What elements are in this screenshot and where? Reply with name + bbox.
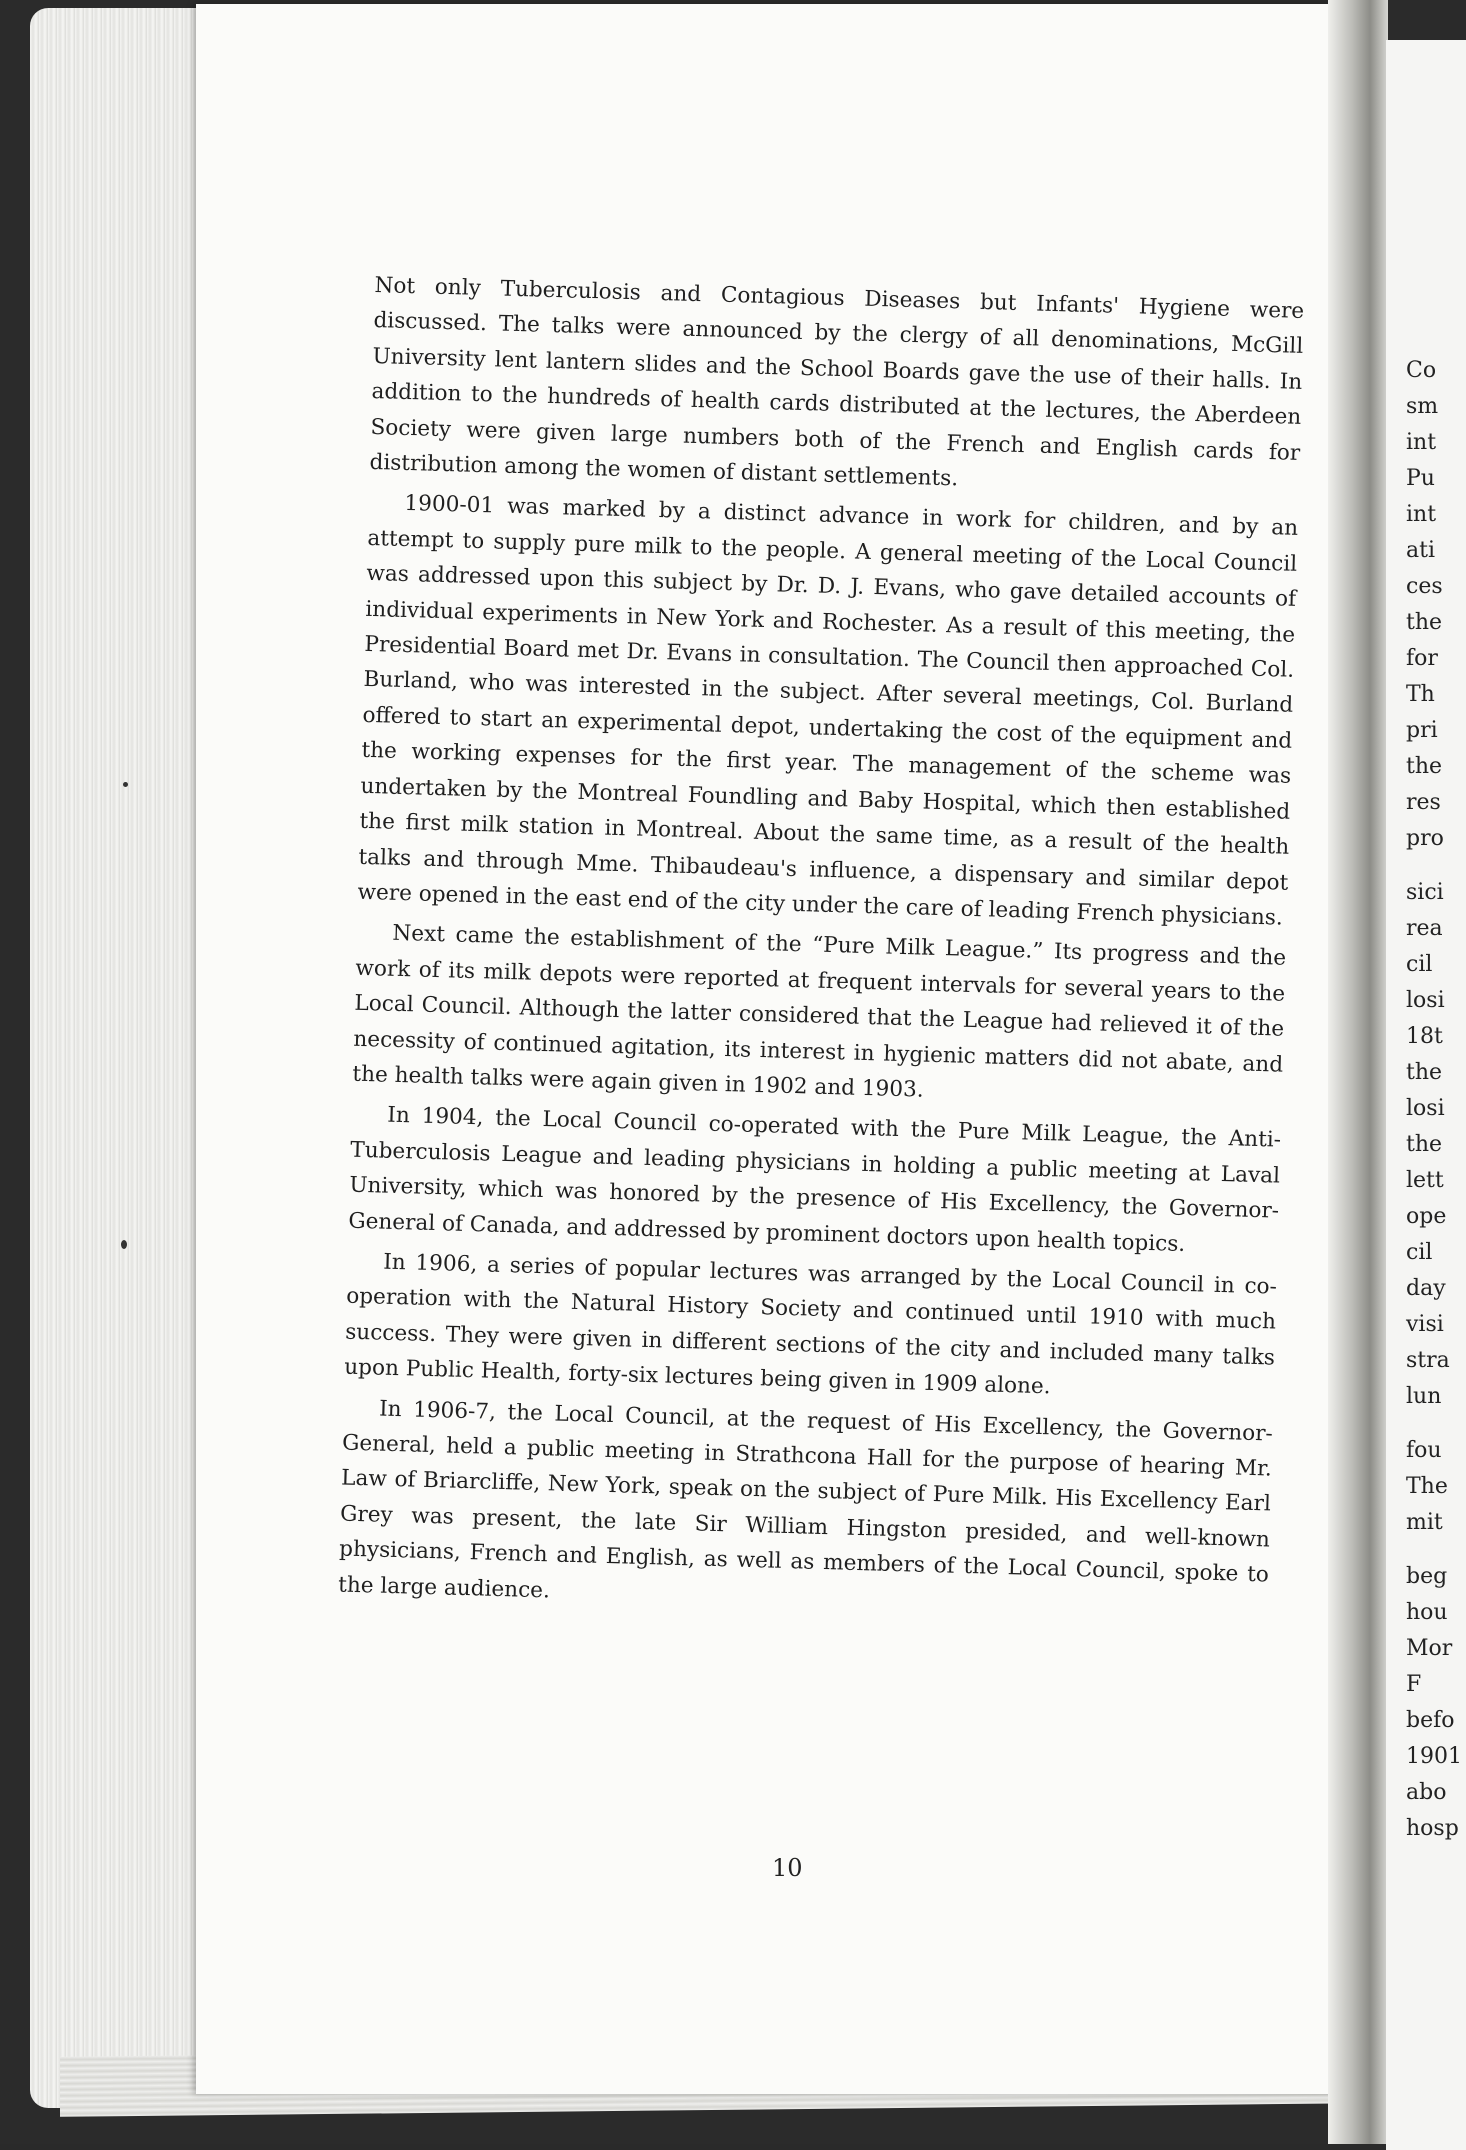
facing-page-line: Co — [1406, 358, 1437, 383]
facing-page-line: int — [1406, 502, 1437, 527]
facing-page-line: visi — [1406, 1312, 1444, 1337]
facing-page-line: rea — [1406, 916, 1443, 941]
facing-page-line: Th — [1406, 682, 1435, 707]
facing-page-line: res — [1406, 790, 1441, 815]
facing-page-line: hosp — [1406, 1816, 1459, 1841]
facing-page-line: Mor — [1406, 1636, 1453, 1661]
paragraph: Not only Tuberculosis and Contagious Diseases but Infants' Hygiene were discussed. The talks were announced by the clergy of all denominations, McGill University lent lantern slides and the School Boards gave the use of their halls. In addition to the hundreds of health cards distributed at the lectures, the Aberdeen Society were given large numbers both of the French and English cards for distribution among the women of distant settlements. — [369, 272, 1305, 492]
facing-page-line: the — [1406, 1132, 1443, 1157]
facing-page-line: pri — [1406, 718, 1438, 743]
facing-page-line: beg — [1406, 1564, 1448, 1589]
paragraph: Next came the establishment of the “Pure Milk League.” Its progress and the work of its milk depots were reported at frequent intervals for several years to the Local Council. Although the latter considered that the League had relieved it of the necessity of continued agitation, its interest in hygienic matters did not abate, and the health talks were again given in 1902 and 1903. — [352, 921, 1287, 1103]
facing-page-line: The — [1406, 1474, 1448, 1499]
facing-page-line: the — [1406, 1060, 1443, 1085]
facing-page-line: sici — [1406, 880, 1444, 905]
scan-speck — [123, 782, 128, 787]
facing-page-line: lett — [1406, 1168, 1444, 1193]
facing-page-line: mit — [1406, 1510, 1443, 1535]
facing-page-line: sm — [1406, 394, 1439, 419]
paragraph: 1900-01 was marked by a distinct advance in work for children, and by an attempt to supply pure milk to the people. A general meeting of the Local Council was addressed upon this subject by Dr. D. J. Evans, who gave detailed accounts of individual experiments in New York and Rochester. As a result of this meeting, the Presidential Board met Dr. Evans in consultation. The Council then approached Col. Burland, who was interested in the subject. After several meetings, Col. Burland offered to start an experimental depot, undertaking the cost of the equipment and the working expenses for the first year. The management of the scheme was undertaken by the Montreal Foundling and Baby Hospital, which then established the first milk station in Montreal. About the same time, as a result of the health talks and through Mme. Thibaudeau's influence, a dispensary and similar depot were opened in the east end of the city under the care of leading French physicians. — [357, 491, 1299, 931]
facing-page-line: day — [1406, 1276, 1446, 1301]
facing-page-line: pro — [1406, 826, 1444, 851]
scan-speck — [121, 1240, 127, 1249]
paragraph: In 1906-7, the Local Council, at the request of His Excellency, the Governor-General, held a public meeting in Strathcona Hall for the purpose of hearing Mr. Law of Briarcliffe, New York, speak on the subject of Pure Milk. His Excellency Earl Grey was present, the late Sir William Hingston presided, and well-known physicians, French and English, as well as members of the Local Council, spoke to the large audience. — [337, 1396, 1274, 1604]
facing-page-line: stra — [1406, 1348, 1450, 1373]
facing-page-line: 1901 — [1406, 1744, 1462, 1769]
facing-page-line: ces — [1406, 574, 1443, 599]
facing-page-line: fou — [1406, 1438, 1442, 1463]
facing-page-line: hou — [1406, 1600, 1448, 1625]
facing-page-line: ati — [1406, 538, 1435, 563]
facing-page-line: lun — [1406, 1384, 1442, 1409]
facing-page-line: cil — [1406, 952, 1433, 977]
facing-page-line: F — [1406, 1672, 1422, 1697]
facing-page-line: ope — [1406, 1204, 1447, 1229]
paragraph: In 1904, the Local Council co-operated with the Pure Milk League, the Anti-Tuberculosis League and leading physicians in holding a public meeting at Laval University, which was honored by the presence of His Excellency, the Governor-General of Canada, and addressed by prominent doctors upon health topics. — [348, 1103, 1282, 1257]
facing-page-line: the — [1406, 754, 1443, 779]
facing-page-line: for — [1406, 646, 1438, 671]
facing-page-line: abo — [1406, 1780, 1447, 1805]
facing-page-line: losi — [1406, 1096, 1445, 1121]
facing-page-line: cil — [1406, 1240, 1433, 1265]
facing-page-line: int — [1406, 430, 1437, 455]
page-number: 10 — [772, 1854, 803, 1882]
page-body-text — [338, 268, 1305, 1633]
facing-page-line: losi — [1406, 988, 1445, 1013]
facing-page-line: the — [1406, 610, 1443, 635]
facing-page-line: befo — [1406, 1708, 1455, 1733]
facing-page-line: Pu — [1406, 466, 1435, 491]
book-gutter — [1328, 0, 1388, 2144]
facing-page-line: 18t — [1406, 1024, 1443, 1049]
paragraph: In 1906, a series of popular lectures was arranged by the Local Council in co-operation with the Natural History Society and continued until 1910 with much success. They were given in different sections of the city and included many talks upon Public Health, forty-six lectures being given in 1909 alone. — [343, 1249, 1278, 1400]
